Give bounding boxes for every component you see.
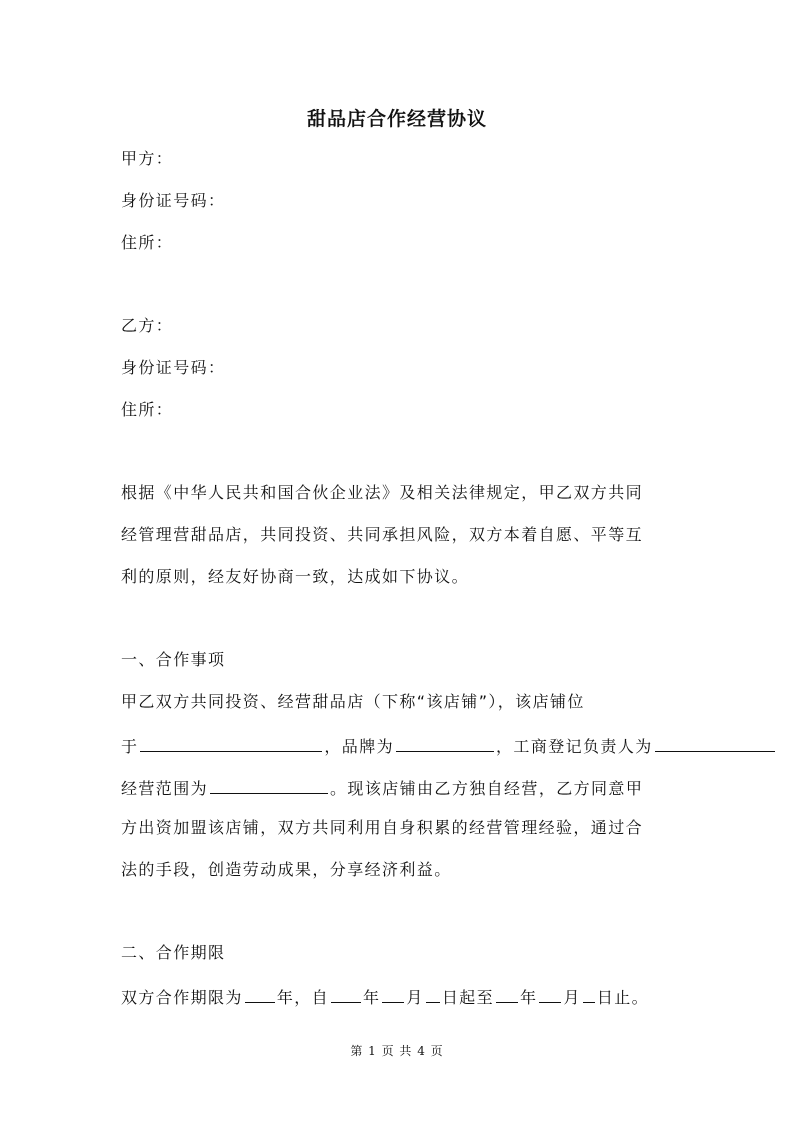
registrant-blank[interactable] bbox=[655, 733, 775, 752]
month-label: 月 bbox=[406, 988, 424, 1007]
start-year-blank[interactable] bbox=[331, 984, 361, 1003]
intro-line-2: 经管理营甜品店，共同投资、共同承担风险，双方本着自愿、平等互 bbox=[121, 525, 644, 544]
from-label: 年，自 bbox=[276, 988, 330, 1007]
start-day-blank[interactable] bbox=[426, 984, 440, 1003]
party-a-address-label: 住所： bbox=[121, 233, 174, 252]
page-footer: 第 1 页 共 4 页 bbox=[350, 1044, 444, 1058]
section-1-heading: 一、合作事项 bbox=[121, 650, 226, 669]
brand-blank[interactable] bbox=[396, 733, 494, 752]
year-label: 年 bbox=[363, 988, 381, 1007]
month-label: 月 bbox=[563, 988, 581, 1007]
location-prefix: 于 bbox=[121, 737, 139, 756]
year-label: 年 bbox=[520, 988, 538, 1007]
party-a-id-label: 身份证号码： bbox=[121, 191, 226, 210]
party-a-label: 甲方： bbox=[121, 149, 174, 168]
party-b-address-label: 住所： bbox=[121, 400, 174, 419]
end-year-blank[interactable] bbox=[496, 984, 518, 1003]
section-1-line-3 bbox=[121, 775, 643, 800]
party-b-label: 乙方： bbox=[121, 316, 174, 335]
section-2-heading: 二、合作期限 bbox=[121, 943, 226, 962]
section-1-line-2 bbox=[121, 733, 777, 758]
section-1-line-4: 方出资加盟该店铺，双方共同利用自身积累的经营管理经验，通过合 bbox=[121, 818, 644, 837]
scope-label: 经营范围为 bbox=[121, 779, 209, 798]
term-years-blank[interactable] bbox=[245, 984, 275, 1003]
brand-label: ，品牌为 bbox=[324, 737, 395, 756]
start-month-blank[interactable] bbox=[382, 984, 404, 1003]
document-title: 甜品店合作经营协议 bbox=[306, 108, 487, 130]
day-until-label: 日起至 bbox=[441, 988, 495, 1007]
end-month-blank[interactable] bbox=[539, 984, 561, 1003]
registrant-label: ，工商登记负责人为 bbox=[496, 737, 653, 756]
intro-line-3: 利的原则，经友好协商一致，达成如下协议。 bbox=[121, 567, 470, 586]
day-end-label: 日止。 bbox=[596, 988, 650, 1007]
section-2-line-1 bbox=[121, 984, 649, 1009]
location-blank[interactable] bbox=[140, 733, 322, 752]
intro-line-1: 根据《中华人民共和国合伙企业法》及相关法律规定，甲乙双方共同 bbox=[121, 483, 644, 502]
section-1-line-5: 法的手段，创造劳动成果，分享经济利益。 bbox=[121, 860, 452, 879]
term-label: 双方合作期限为 bbox=[121, 988, 243, 1007]
scope-suffix: 。现该店铺由乙方独自经营，乙方同意甲 bbox=[330, 779, 644, 798]
scope-blank[interactable] bbox=[210, 775, 328, 794]
section-1-line-1: 甲乙双方共同投资、经营甜品店（下称“该店铺”），该店铺位 bbox=[121, 692, 585, 711]
party-b-id-label: 身份证号码： bbox=[121, 358, 226, 377]
end-day-blank[interactable] bbox=[583, 984, 595, 1003]
